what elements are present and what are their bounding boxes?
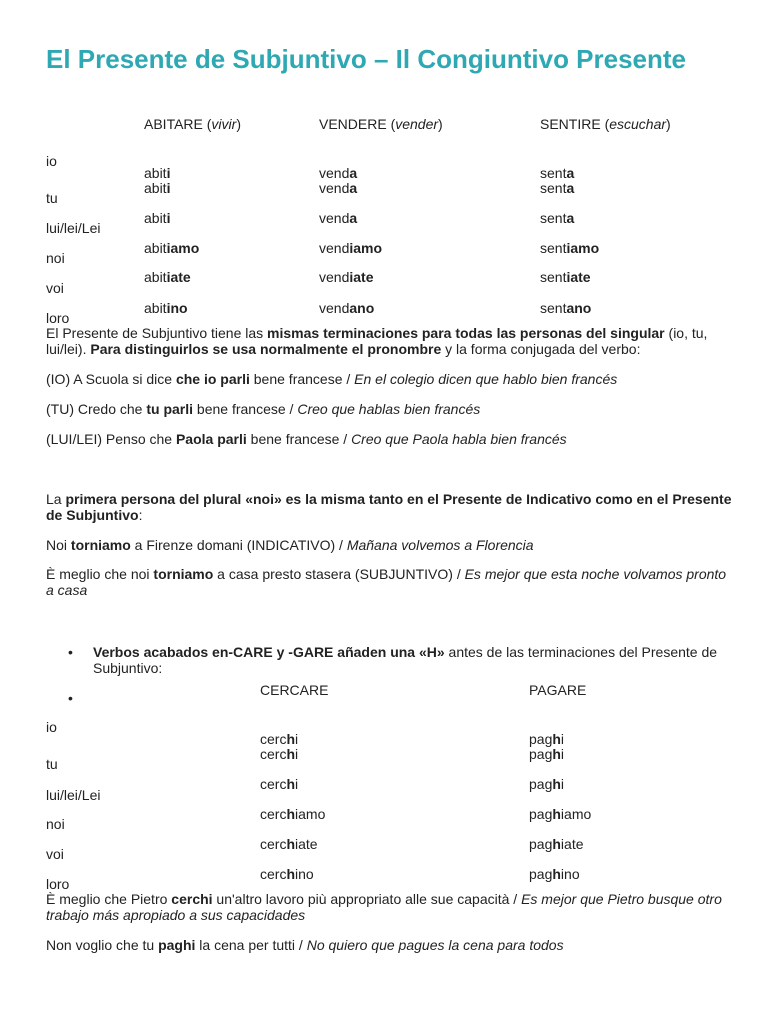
table2-cell: cerchi <box>260 746 299 762</box>
paragraph-singular-rule: El Presente de Subjuntivo tiene las mismas terminaciones para todas las personas del singular (io, tu, lui/lei). Para distinguirlos se usa normalmente el pronombre y la forma conjugada del verbo: <box>46 325 708 357</box>
table2-cell: paghi <box>529 776 565 792</box>
table1-pronoun: loro <box>46 310 70 326</box>
example-noi-subjuntivo: È meglio che noi torniamo a casa presto stasera (SUBJUNTIVO) / Es mejor que esta noche volvamos pronto a casa <box>46 566 727 598</box>
table1-cell: senta <box>540 180 575 196</box>
table2-pronoun: noi <box>46 816 65 832</box>
table1-cell: abitino <box>144 300 188 316</box>
table1-pronoun: noi <box>46 250 65 266</box>
table2-header-cercare: CERCARE <box>260 682 329 698</box>
table1-cell: venda <box>319 210 358 226</box>
table1-header-sentire: SENTIRE (escuchar) <box>540 116 671 132</box>
table1-pronoun: voi <box>46 280 64 296</box>
table1-cell: senta <box>540 165 575 181</box>
table2-pronoun: loro <box>46 876 70 892</box>
example-paghi: Non voglio che tu paghi la cena per tutti / No quiero que pagues la cena para todos <box>46 937 564 953</box>
table2-cell: cerchiamo <box>260 806 326 822</box>
table2-cell: paghi <box>529 746 565 762</box>
table2-pronoun: voi <box>46 846 64 862</box>
table1-header-abitare: ABITARE (vivir) <box>144 116 241 132</box>
table1-cell: vendiate <box>319 269 374 285</box>
table2-header-pagare: PAGARE <box>529 682 587 698</box>
table1-cell: abiti <box>144 210 171 226</box>
table1-cell: abitiate <box>144 269 191 285</box>
table2-cell: cerchiate <box>260 836 318 852</box>
page-title: El Presente de Subjuntivo – Il Congiuntivo Presente <box>46 44 687 74</box>
bullet-icon: • <box>68 690 73 706</box>
table2-pronoun: tu <box>46 756 58 772</box>
table1-cell: abitiamo <box>144 240 200 256</box>
table1-cell: abiti <box>144 180 171 196</box>
table2-pronoun: io <box>46 719 57 735</box>
example-lui: (LUI/LEI) Penso che Paola parli bene francese / Creo que Paola habla bien francés <box>46 431 567 447</box>
example-cerchi: È meglio che Pietro cerchi un'altro lavoro più appropriato alle sue capacità / Es mejor que Pietro busque otro trabajo más apropiado a sus capacidades <box>46 891 722 923</box>
example-io: (IO) A Scuola si dice che io parli bene francese / En el colegio dicen que hablo bien francés <box>46 371 618 387</box>
example-noi-indicativo: Noi torniamo a Firenze domani (INDICATIVO) / Mañana volvemos a Florencia <box>46 537 534 553</box>
example-tu: (TU) Credo che tu parli bene francese / Creo que hablas bien francés <box>46 401 481 417</box>
table2-cell: paghiate <box>529 836 584 852</box>
table2-cell: paghino <box>529 866 580 882</box>
table1-pronoun: tu <box>46 190 58 206</box>
bullet-icon: • <box>68 644 73 660</box>
table2-cell: cerchi <box>260 776 299 792</box>
table1-pronoun: lui/lei/Lei <box>46 220 101 236</box>
table2-pronoun: lui/lei/Lei <box>46 787 101 803</box>
table1-cell: venda <box>319 165 358 181</box>
table1-cell: senta <box>540 210 575 226</box>
table2-cell: paghiamo <box>529 806 592 822</box>
table1-pronoun: io <box>46 153 57 169</box>
table1-cell: abiti <box>144 165 171 181</box>
table1-cell: vendiamo <box>319 240 383 256</box>
table1-header-vendere: VENDERE (vender) <box>319 116 443 132</box>
table2-cell: cerchino <box>260 866 314 882</box>
bullet-care-gare-rule: Verbos acabados en-CARE y -GARE añaden una «H» antes de las terminaciones del Presente de Subjuntivo: <box>93 644 718 676</box>
table1-cell: vendano <box>319 300 375 316</box>
paragraph-noi-rule: La primera persona del plural «noi» es la misma tanto en el Presente de Indicativo como en el Presente de Subjuntivo: <box>46 491 732 523</box>
table2-cell: paghi <box>529 731 565 747</box>
table2-cell: cerchi <box>260 731 299 747</box>
table1-cell: sentiamo <box>540 240 600 256</box>
table1-cell: sentano <box>540 300 592 316</box>
table1-cell: venda <box>319 180 358 196</box>
table1-cell: sentiate <box>540 269 591 285</box>
